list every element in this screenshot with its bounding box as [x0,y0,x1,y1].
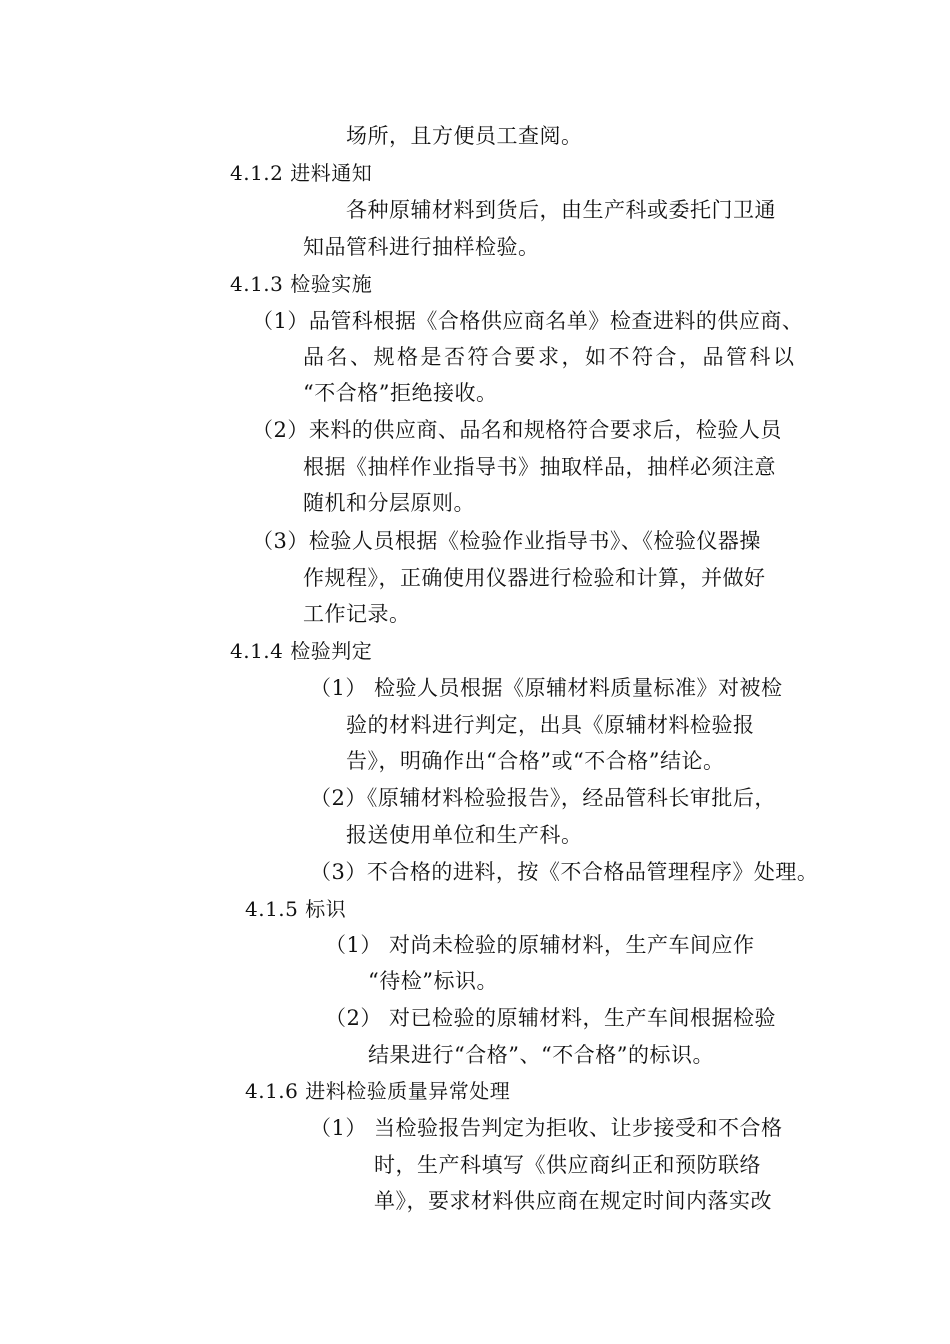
text-line: 各种原辅材料到货后，由生产科或委托门卫通 [346,198,776,222]
list-item-line: （2） 对已检验的原辅材料，生产车间根据检验 [325,1006,777,1030]
list-item-line: （2）《原辅材料检验报告》，经品管科长审批后， [310,786,776,810]
section-heading: 4.1.5 标识 [245,897,347,921]
list-item-line: 单》，要求材料供应商在规定时间内落实改 [374,1189,772,1213]
list-item-line: 时，生产科填写《供应商纠正和预防联络 [374,1153,761,1177]
section-heading: 4.1.6 进料检验质量异常处理 [245,1079,511,1103]
list-item-line: 工作记录。 [303,602,411,626]
text-line: 场所，且方便员工查阅。 [346,124,583,148]
list-item-line: （1） 对尚未检验的原辅材料，生产车间应作 [325,933,755,957]
section-heading: 4.1.4 检验判定 [230,639,373,663]
list-item-line: （1） 检验人员根据《原辅材料质量标准》对被检 [310,676,783,700]
list-item-line: 告》，明确作出“合格”或“不合格”结论。 [346,749,725,773]
section-heading: 4.1.2 进料通知 [230,161,373,185]
list-item-line: 随机和分层原则。 [303,491,475,515]
list-item-line: 结果进行“合格”、“不合格”的标识。 [368,1043,714,1067]
list-item-line: 验的材料进行判定，出具《原辅材料检验报 [346,713,755,737]
list-item-line: 报送使用单位和生产科。 [346,823,583,847]
list-item-line: 品名、规格是否符合要求，如不符合，品管科以 [303,345,797,369]
text-line: 知品管科进行抽样检验。 [303,235,540,259]
list-item-line: 根据《抽样作业指导书》抽取样品，抽样必须注意 [303,455,776,479]
list-item-line: （1） 当检验报告判定为拒收、让步接受和不合格 [310,1116,783,1140]
list-item-line: （2）来料的供应商、品名和规格符合要求后，检验人员 [252,418,782,442]
list-item-line: “待检”标识。 [368,969,498,993]
list-item-line: “不合格”拒绝接收。 [303,381,498,405]
section-heading: 4.1.3 检验实施 [230,272,373,296]
list-item-line: （1）品管科根据《合格供应商名单》检查进料的供应商、 [252,309,804,333]
list-item-line: （3）检验人员根据《检验作业指导书》、《检验仪器操 [252,529,761,553]
list-item-line: 作规程》，正确使用仪器进行检验和计算，并做好 [303,566,766,590]
list-item-line: （3）不合格的进料，按《不合格品管理程序》处理。 [310,860,819,884]
